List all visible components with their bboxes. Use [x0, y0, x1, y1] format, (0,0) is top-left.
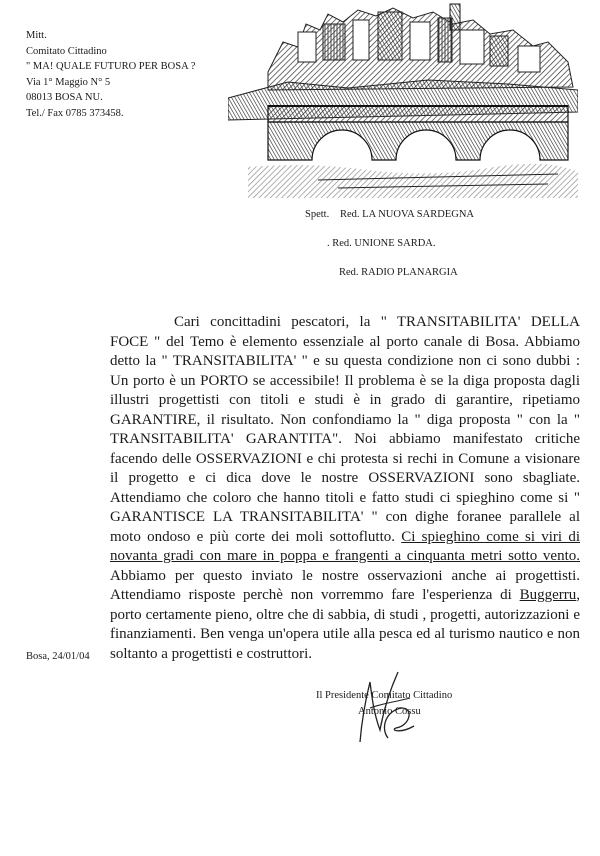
signature-title: Il Presidente Comitato Cittadino — [316, 690, 453, 701]
sender-address-block — [26, 28, 195, 121]
signature-block — [316, 688, 452, 720]
sender-line: 08013 BOSA NU. — [26, 92, 103, 103]
recipient-line: Red. RADIO PLANARGIA — [339, 267, 458, 278]
recipient-line: Red. LA NUOVA SARDEGNA — [340, 209, 474, 220]
sender-line: Comitato Cittadino — [26, 45, 107, 57]
sender-line: " MA! QUALE FUTURO PER BOSA ? — [26, 61, 196, 72]
body-text-part-2: Abbiamo per questo inviato le nostre osservazioni anche ai progettisti. Attendiamo risposte perchè non vorremmo fare l'esperienza di — [110, 567, 580, 603]
underlined-question: Ci spieghino come si viri di novanta gradi con mare in poppa e frangenti a cinquanta metri sotto vento. — [110, 528, 580, 564]
sender-line: Via 1° Maggio N° 5 — [26, 76, 111, 88]
signature-name: Antonio Cossu — [358, 706, 421, 717]
recipients-prefix: Spett. — [305, 209, 330, 220]
body-text-part-3: , porto certamente pieno, oltre che di sabbia, di studi , progetti, autorizzazioni e finanziamenti. Ben venga un'opera utile alla pesca ed al turismo nautico e non soltanto a progettisti e costruttori. — [110, 587, 580, 662]
letter-date: Bosa, 24/01/04 — [26, 651, 90, 662]
bosa-bridge-sketch-illustration — [228, 2, 578, 198]
letter-body — [110, 313, 580, 664]
letter-paragraph — [110, 313, 580, 664]
body-text-part-1: Cari concittadini pescatori, la " TRANSITABILITA' DELLA FOCE " del Temo è elemento essenziale al porto canale di Bosa. Abbiamo detto la " TRANSITABILITA' " e su questa condizione non ci sono dubbi : Un porto è un PORTO se accessibile! Il problema è se la diga proposta dagli illustri progettisti con titoli e studi è in grado di garantire, ripetiamo GARANTIRE, il risultato. Non confondiamo la " diga proposta " con la " TRANSITABILITA' GARANTITA". Noi abbiamo manifestato critiche facendo delle OSSERVAZIONI e chi protesta si rechi in Comune a visionare il progetto e ci dica dove le nostre OSSERVAZIONI sono sbagliate. Attendiamo che coloro che hanno titoli e fatto studi ci spieghino come si " GARANTISCE LA TRANSITABILITA' " con dighe foranee parallele al moto ondoso e più corte dei moli sottoflutto. — [110, 314, 580, 545]
sender-line: Mitt. — [26, 30, 47, 41]
sender-line: Tel./ Fax 0785 373458. — [26, 107, 124, 119]
place-name-underlined: Buggerru — [519, 587, 577, 603]
recipient-line: . Red. UNIONE SARDA. — [327, 238, 436, 249]
